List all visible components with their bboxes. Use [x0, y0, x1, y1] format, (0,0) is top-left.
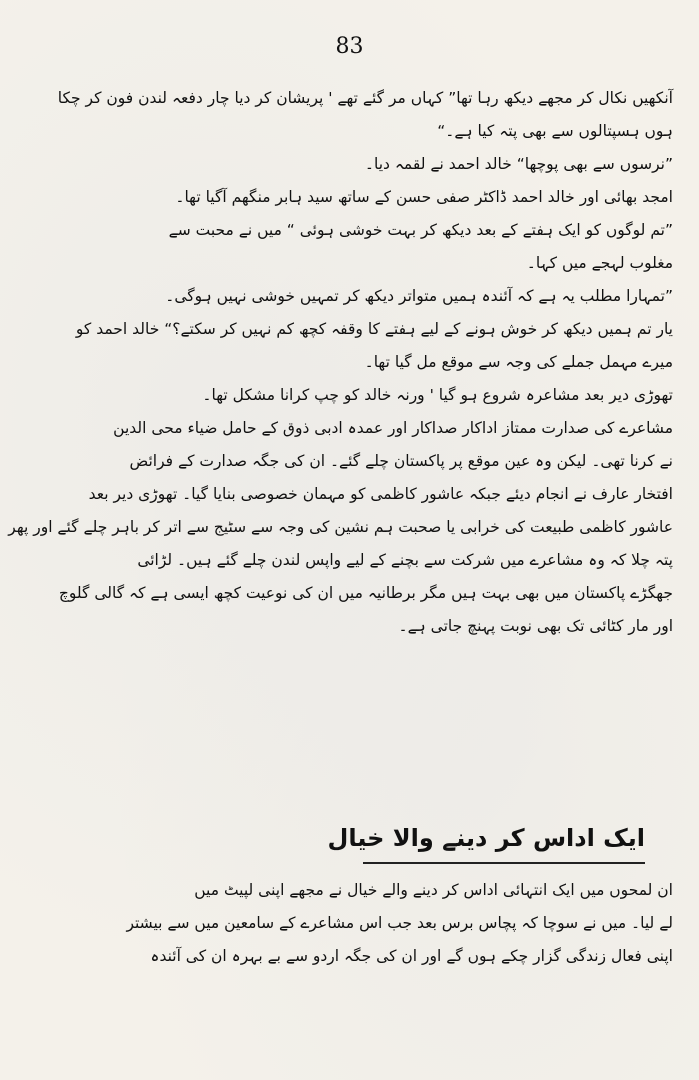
page-number: 83	[335, 34, 364, 59]
section-text-block	[48, 874, 673, 973]
text-line: مغلوب لہجے میں کہا۔	[526, 254, 673, 272]
main-text-block	[8, 82, 673, 643]
text-line: پتہ چلا کہ وہ مشاعرے میں شرکت سے بچنے کے لیے واپس لندن چلے گئے ہیں۔ لڑائی	[137, 551, 673, 569]
text-line: اپنی فعال زندگی گزار چکے ہوں گے اور ان کی جگہ اردو سے بے بہرہ ان کی آئندہ	[150, 947, 673, 965]
text-line: ”تمہارا مطلب یہ ہے کہ آئندہ ہمیں متواتر دیکھ کر تمہیں خوشی نہیں ہوگی۔	[165, 287, 673, 305]
text-line: لے لیا۔ میں نے سوچا کہ پچاس برس بعد جب اس مشاعرے کے سامعین میں سے بیشتر	[126, 914, 673, 932]
text-line: اور مار کٹائی تک بھی نوبت پہنچ جاتی ہے۔	[398, 617, 673, 635]
section-heading: ایک اداس کر دینے والا خیال	[327, 824, 645, 852]
text-line: عاشور کاظمی طبیعت کی خرابی یا صحبت ہم نشین کی وجہ سے سٹیج سے اتر کر باہر چلے گئے اور پھر	[8, 518, 673, 536]
text-line: یار تم ہمیں دیکھ کر خوش ہونے کے لیے ہفتے کا وقفہ کچھ کم نہیں کر سکتے؟“ خالد احمد کو	[75, 320, 673, 338]
text-line: آنکھیں نکال کر مجھے دیکھ رہا تھا” کہاں مر گئے تھے ' پریشان کر دیا چار دفعہ لندن فون کر چکا	[57, 89, 673, 107]
text-line: ”تم لوگوں کو ایک ہفتے کے بعد دیکھ کر بہت خوشی ہوئی “ میں نے محبت سے	[168, 221, 673, 239]
text-line: جھگڑے پاکستان میں بھی بہت ہیں مگر برطانیہ میں ان کی نوعیت کچھ ایسی ہے کہ گالی گلوچ	[58, 584, 673, 602]
text-line: ہوں ہسپتالوں سے بھی پتہ کیا ہے۔“	[437, 122, 673, 140]
text-line: نے کرنا تھی۔ لیکن وہ عین موقع پر پاکستان چلے گئے۔ ان کی جگہ صدارت کے فرائض	[129, 452, 673, 470]
text-line: میرے مہمل جملے کی وجہ سے موقع مل گیا تھا۔	[364, 353, 673, 371]
text-line: تھوڑی دیر بعد مشاعرہ شروع ہو گیا ' ورنہ خالد کو چپ کرانا مشکل تھا۔	[202, 386, 673, 404]
heading-underline	[363, 862, 645, 864]
text-line: ”نرسوں سے بھی پوچھا“ خالد احمد نے لقمہ دیا۔	[364, 155, 673, 173]
text-line: مشاعرے کی صدارت ممتاز اداکار صداکار اور عمدہ ادبی ذوق کے حامل ضیاء محی الدین	[113, 419, 673, 437]
text-line: افتخار عارف نے انجام دیئے جبکہ عاشور کاظمی کو مہمان خصوصی بنایا گیا۔ تھوڑی دیر بعد	[88, 485, 673, 503]
text-line: ان لمحوں میں ایک انتہائی اداس کر دینے والے خیال نے مجھے اپنی لپیٹ میں	[194, 881, 673, 899]
text-line: امجد بھائی اور خالد احمد ڈاکٹر صفی حسن کے ساتھ سید ہابر منگھم آگیا تھا۔	[175, 188, 673, 206]
